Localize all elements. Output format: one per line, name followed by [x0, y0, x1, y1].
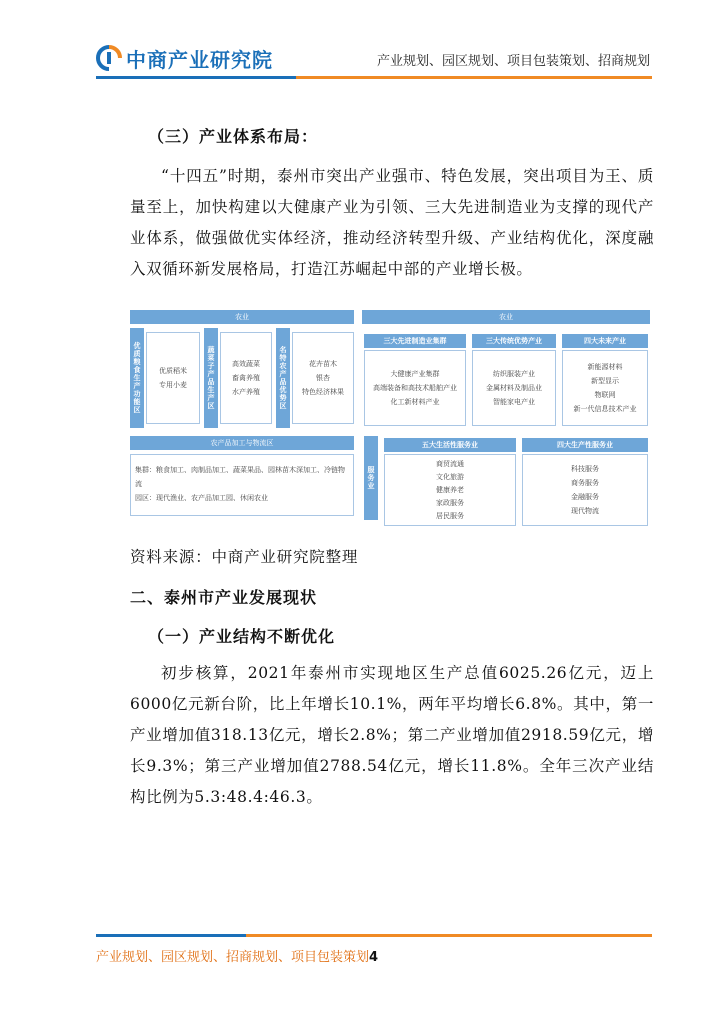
- service-col2-item: 现代物流: [571, 507, 599, 515]
- industry-col3-item: 新一代信息技术产业: [573, 405, 637, 413]
- footer-divider-orange: [246, 934, 652, 937]
- service-col1-item: 文化旅游: [436, 472, 464, 481]
- service-col2-title: 四大生产性服务业: [522, 438, 648, 452]
- industry-col1-items: [364, 350, 466, 426]
- industry-col3-item: 新能源材料: [587, 363, 623, 371]
- page-header: [0, 0, 724, 80]
- industry-col2-items: [472, 350, 556, 426]
- industry-col3-item: 新型显示: [591, 377, 619, 385]
- agri-col3-title: 名特农产品优势区: [276, 328, 290, 428]
- industry-col1-item: 化工新材料产业: [390, 398, 440, 406]
- service-col1-item: 家政服务: [436, 498, 464, 507]
- page-footer: [96, 946, 378, 965]
- page-number: 4: [369, 950, 379, 965]
- industry-col2-item: 纺织服装产业: [493, 370, 535, 378]
- agri-col1-item: 优质稻米: [159, 367, 187, 375]
- industry-col2-item: 智能家电产业: [493, 398, 535, 406]
- service-col1-items: [384, 454, 516, 526]
- agri-title: 农业: [130, 310, 354, 324]
- industry-title: 农业: [362, 310, 650, 324]
- agri-col3-item: 花卉苗木: [309, 360, 337, 368]
- agri-col3-items: [292, 332, 354, 424]
- service-col2-item: 金融服务: [571, 493, 599, 501]
- industry-col1-item: 大健康产业集群: [390, 370, 440, 378]
- processing-title: 农产品加工与物流区: [130, 436, 354, 450]
- subsection-heading-structure: （一）产业结构不断优化: [148, 627, 336, 646]
- section-heading-status: 二、泰州市产业发展现状: [130, 588, 318, 607]
- industry-layout-paragraph: “十四五”时期，泰州市突出产业强市、特色发展，突出项目为王、质量至上，加快构建以大健康产业为引领、三大先进制造业为支撑的现代产业体系，做强做优实体经济，推动经济转型升级、产业结构优化，深度融入双循环新发展格局，打造江苏崛起中部的产业增长极。: [130, 167, 654, 278]
- section-heading-industry-layout: （三）产业体系布局：: [148, 127, 319, 146]
- company-logo: [96, 44, 273, 72]
- agri-col2-items: [220, 332, 272, 424]
- logo-text: 中商产业研究院: [126, 47, 273, 72]
- service-col1-item: 居民服务: [436, 511, 464, 520]
- processing-content: [130, 454, 354, 516]
- service-col1-item: 健康养老: [436, 485, 464, 494]
- header-divider-orange: [296, 76, 652, 79]
- header-slogan: 产业规划、园区规划、项目包装策划、招商规划: [376, 54, 650, 69]
- agri-col2-item: 水产养殖: [232, 388, 260, 396]
- figure-caption: 资料来源：中商产业研究院整理: [130, 548, 359, 566]
- service-col1-title: 五大生活性服务业: [384, 438, 516, 452]
- structure-paragraph: 初步核算，2021年泰州市实现地区生产总值6025.26亿元，迈上6000亿元新台阶，比上年增长10.1%，两年平均增长6.8%。其中，第一产业增加值318.13亿元，增长2.8%；第二产业增加值2918.59亿元，增长9.3%；第三产业增加值2788.54亿元，增长11.8%。全年三次产业结构比例为5.3:48.4:46.3。: [130, 664, 654, 806]
- industry-col2-title: 三大传统优势产业: [472, 334, 556, 348]
- industry-col3-item: 物联网: [594, 391, 616, 399]
- agri-col2-title: 蔬菜子产品生产区: [204, 328, 218, 428]
- industry-col1-title: 三大先进制造业集群: [364, 334, 466, 348]
- agri-col2-item: 高效蔬菜: [232, 360, 260, 368]
- industry-col2-item: 金属材料及制品业: [486, 384, 542, 392]
- industry-col3-items: [562, 350, 648, 426]
- agri-col1-title: 优质粮食生产功能区: [130, 328, 144, 428]
- service-col1-item: 商贸流通: [436, 459, 464, 468]
- processing-park-line: 园区：现代渔业、农产品加工园、休闲农业: [135, 494, 268, 502]
- service-col2-item: 科技服务: [571, 465, 599, 473]
- industry-col1-item: 高端装备和高技术船舶产业: [373, 384, 457, 392]
- logo-icon: [96, 45, 122, 71]
- agri-col3-item: 银杏: [316, 374, 330, 382]
- footer-slogan: 产业规划、园区规划、招商规划、项目包装策划: [96, 950, 370, 965]
- agri-col2-item: 畜禽养殖: [232, 374, 260, 382]
- agri-col1-items: [146, 332, 200, 424]
- agri-col3-item: 特色经济林果: [302, 388, 344, 396]
- footer-divider-blue: [96, 934, 246, 937]
- industry-system-diagram: [130, 310, 650, 532]
- header-divider-blue: [96, 76, 296, 79]
- agri-col1-item: 专用小麦: [159, 381, 187, 389]
- processing-cluster-line: 集群：粮食加工、肉制品加工、蔬菜果品、园林苗木深加工、冷链物流: [135, 466, 345, 488]
- service-label: 服务业: [364, 436, 378, 520]
- service-col2-items: [522, 454, 648, 526]
- industry-col3-title: 四大未来产业: [562, 334, 648, 348]
- service-col2-item: 商务服务: [571, 479, 599, 487]
